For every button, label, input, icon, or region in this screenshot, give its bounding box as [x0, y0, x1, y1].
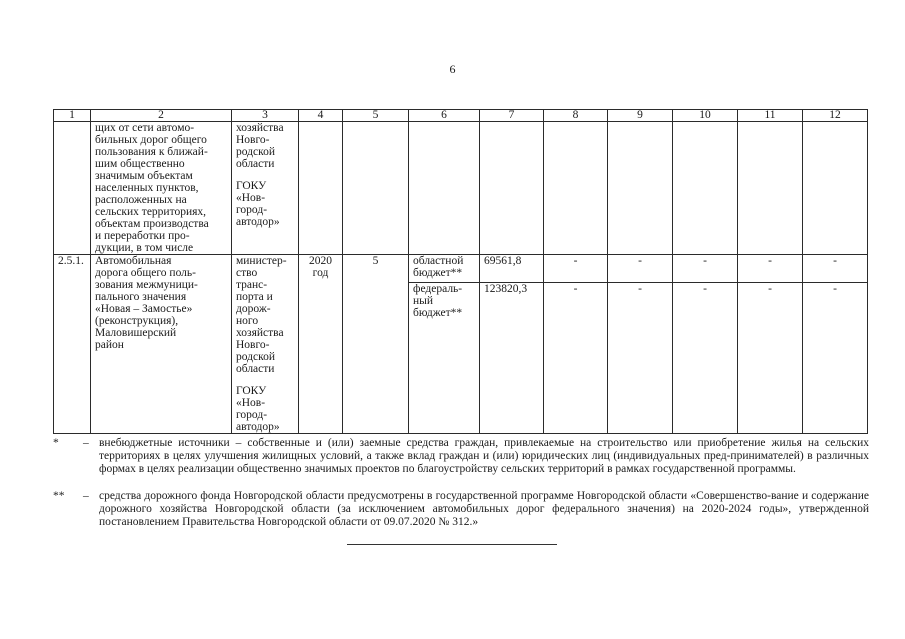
- closing-rule: [347, 544, 557, 545]
- value-col-8: -: [544, 283, 608, 434]
- funding-source-federal: федераль- ный бюджет**: [409, 283, 480, 434]
- value-col-12: -: [803, 255, 868, 283]
- object-description: Автомобильная дорога общего поль- зования межмуници- пального значения «Новая – Замостье» (реконструкция), Маловишерский район: [91, 255, 232, 434]
- column-number-12: 12: [803, 110, 868, 122]
- column-number-3: 3: [232, 110, 299, 122]
- value-col-10: -: [673, 283, 738, 434]
- value-col-8: -: [544, 255, 608, 283]
- continued-description: щих от сети автомо- бильных дорог общего пользования к ближай- шим общественно значимым объектам населенных пунктов, расположенных на сельских территориях, объектам производства и переработки про- дукции, в том числе: [91, 122, 232, 255]
- target-indicator: 5: [343, 255, 409, 434]
- value-col-9: -: [608, 283, 673, 434]
- column-number-1: 1: [54, 110, 91, 122]
- footnote-dash: –: [83, 490, 89, 502]
- row-number: 2.5.1.: [54, 255, 91, 434]
- footnote-text: внебюджетные источники – собственные и (или) заемные средства граждан, привлекаемые на строительство или приобретение жилья на сельских территориях в целях улучшения жилищных условий, а также вклад граждан и (или) юридических лиц (индивидуальных пред-принимателей) в различных формах в целях реализации общественно значимых проектов по благоустройству сельских территорий в рамках государственной программы.: [99, 437, 869, 475]
- column-number-9: 9: [608, 110, 673, 122]
- value-col-12: -: [803, 283, 868, 434]
- executor-goku: ГОКУ «Нов- город- автодор»: [236, 385, 280, 433]
- column-number-2: 2: [91, 110, 232, 122]
- footnote-mark: **: [53, 490, 65, 502]
- column-number-6: 6: [409, 110, 480, 122]
- amount-regional: 69561,8: [480, 255, 544, 283]
- continued-executor-ministry: хозяйства Новго- родской области: [236, 122, 284, 170]
- header-row: [54, 110, 868, 122]
- program-table: [53, 109, 868, 434]
- continuation-row: [54, 122, 868, 255]
- page-number: 6: [449, 62, 456, 76]
- table-row: [54, 255, 868, 283]
- continued-executor-goku: ГОКУ «Нов- город- автодор»: [236, 180, 280, 228]
- column-number-5: 5: [343, 110, 409, 122]
- column-number-8: 8: [544, 110, 608, 122]
- value-col-9: -: [608, 255, 673, 283]
- footnote-text: средства дорожного фонда Новгородской области предусмотрены в государственной программе Новгородской области «Совершенство-вание и содержание дорожного хозяйства Новгородской области (за исключением автомобильных дорог федерального значения) на 2020-2024 годы», утвержденной постановлением Правительства Новгородской области от 09.07.2020 № 312.»: [99, 490, 869, 528]
- amount-federal: 123820,3: [480, 283, 544, 434]
- executor-cell: [232, 255, 299, 434]
- column-number-7: 7: [480, 110, 544, 122]
- footnote-mark: *: [53, 437, 59, 449]
- executor-ministry: министер- ство транс- порта и дорож- ного хозяйства Новго- родской области: [236, 255, 287, 375]
- implementation-year: 2020 год: [299, 255, 343, 434]
- value-col-10: -: [673, 255, 738, 283]
- value-col-11: -: [738, 283, 803, 434]
- footnote-dash: –: [83, 437, 89, 449]
- column-number-10: 10: [673, 110, 738, 122]
- column-number-4: 4: [299, 110, 343, 122]
- footnote-single-asterisk: [53, 437, 869, 476]
- footnote-double-asterisk: [53, 490, 869, 529]
- continued-executor: [232, 122, 299, 255]
- funding-source-regional: областной бюджет**: [409, 255, 480, 283]
- column-number-11: 11: [738, 110, 803, 122]
- value-col-11: -: [738, 255, 803, 283]
